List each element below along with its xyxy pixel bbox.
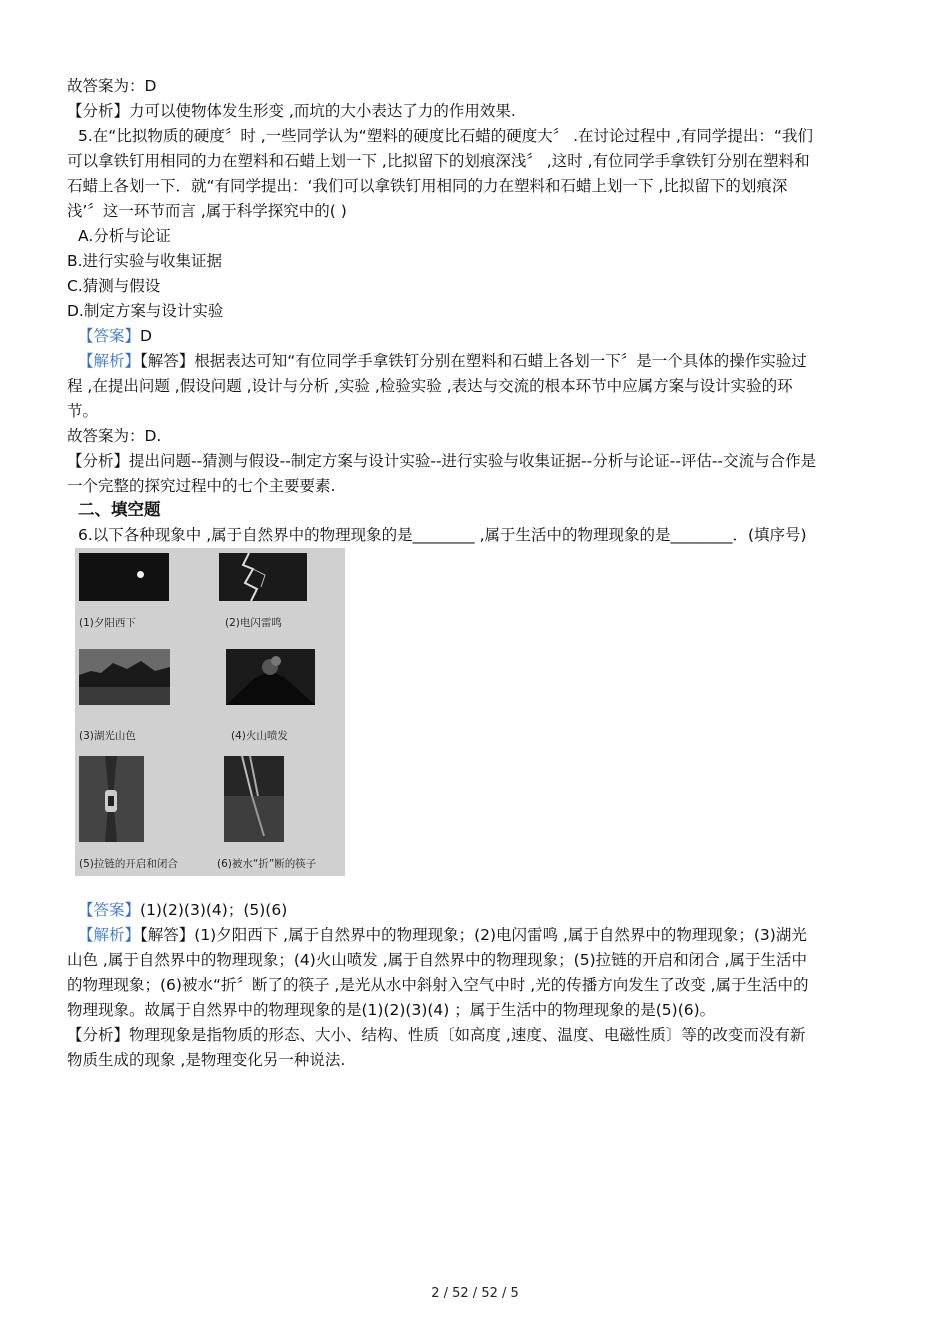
caption: (5)拉链的开启和闭合 bbox=[79, 858, 178, 870]
analysis-text: 【解答】根据表达可知“有位同学手拿铁钉分别在塑料和石蜡上各划一下〞是一个具体的操作实验过 bbox=[140, 352, 807, 370]
volcano-photo bbox=[226, 649, 315, 705]
zipper-photo bbox=[79, 756, 144, 842]
question-5: 5.在“比拟物质的硬度〞时 ,一些同学认为“塑料的硬度比石蜡的硬度大〞 .在讨论过程中 ,有同学提出：“我们 bbox=[78, 127, 813, 145]
text-line: 程 ,在提出问题 ,假设问题 ,设计与分析 ,实验 ,检验实验 ,表达与交流的根本环节中应属方案与设计实验的环 bbox=[67, 377, 793, 395]
lake-photo bbox=[79, 649, 170, 705]
text-line: 节。 bbox=[67, 402, 99, 420]
text-line: 物理现象。故属于自然界中的物理现象的是(1)(2)(3)(4) ；属于生活中的物理现象的是(5)(6)。 bbox=[67, 1001, 716, 1019]
answer-value: (1)(2)(3)(4)；(5)(6) bbox=[140, 901, 288, 919]
section-heading: 二、填空题 bbox=[78, 500, 161, 519]
caption: (6)被水“折”断的筷子 bbox=[217, 858, 317, 870]
caption: (1)夕阳西下 bbox=[79, 617, 136, 629]
sunset-photo bbox=[79, 553, 169, 601]
analysis-tag: 【解析】 bbox=[78, 926, 141, 944]
phenomena-image bbox=[75, 548, 345, 876]
option-d: D.制定方案与设计实验 bbox=[67, 302, 224, 320]
text-line: 一个完整的探究过程中的七个主要要素. bbox=[67, 477, 336, 495]
text-line: 故答案为：D bbox=[67, 77, 157, 95]
question-6: 6.以下各种现象中 ,属于自然界中的物理现象的是________ ,属于生活中的物理现象的是________．(填序号) bbox=[78, 526, 807, 544]
option-a: A.分析与论证 bbox=[78, 227, 171, 245]
text-line: 【分析】力可以使物体发生形变 ,而坑的大小表达了力的作用效果. bbox=[67, 102, 516, 120]
text-line: 山色 ,属于自然界中的物理现象；(4)火山喷发 ,属于自然界中的物理现象；(5)拉链的开启和闭合 ,属于生活中 bbox=[67, 951, 807, 969]
caption: (2)电闪雷鸣 bbox=[225, 617, 282, 629]
text-line: 可以拿铁钉用相同的力在塑料和石蜡上划一下 ,比拟留下的划痕深浅〞 ,这时 ,有位同学手拿铁钉分别在塑料和 bbox=[67, 152, 810, 170]
text-line: 的物理现象；(6)被水“折〞断了的筷子 ,是光从水中斜射入空气中时 ,光的传播方向发生了改变 ,属于生活中的 bbox=[67, 976, 809, 994]
text-line: 【分析】物理现象是指物质的形态、大小、结构、性质〔如高度 ,速度、温度、电磁性质〕等的改变而没有新 bbox=[67, 1026, 806, 1044]
text-line: 石蜡上各划一下．就“有同学提出：‘我们可以拿铁钉用相同的力在塑料和石蜡上划一下 ,比拟留下的划痕深 bbox=[67, 177, 788, 195]
text-line: 【分析】提出问题--猜测与假设--制定方案与设计实验--进行实验与收集证据--分析与论证--评估--交流与合作是 bbox=[67, 452, 817, 470]
answer-tag: 【答案】 bbox=[78, 327, 141, 345]
analysis-tag: 【解析】 bbox=[78, 352, 141, 370]
option-b: B.进行实验与收集证据 bbox=[67, 252, 223, 270]
analysis-line bbox=[78, 923, 807, 947]
chopsticks-photo bbox=[224, 756, 284, 842]
answer-line bbox=[78, 324, 152, 348]
analysis-text: 【解答】(1)夕阳西下 ,属于自然界中的物理现象；(2)电闪雷鸣 ,属于自然界中的物理现象；(3)湖光 bbox=[140, 926, 807, 944]
option-c: C.猜测与假设 bbox=[67, 277, 161, 295]
lightning-photo bbox=[219, 553, 307, 601]
answer-value: D bbox=[140, 327, 152, 345]
caption: (3)湖光山色 bbox=[79, 730, 136, 742]
answer-tag: 【答案】 bbox=[78, 901, 141, 919]
answer-line bbox=[78, 898, 287, 922]
caption: (4)火山喷发 bbox=[231, 730, 288, 742]
text-line: 物质生成的现象 ,是物理变化另一种说法. bbox=[67, 1051, 346, 1069]
text-line: 浅’〞这一环节而言 ,属于科学探究中的( ) bbox=[67, 202, 347, 220]
text-line: 故答案为：D. bbox=[67, 427, 162, 445]
analysis-line bbox=[78, 349, 807, 373]
page-number: 2 / 52 / 52 / 5 bbox=[431, 1286, 519, 1301]
